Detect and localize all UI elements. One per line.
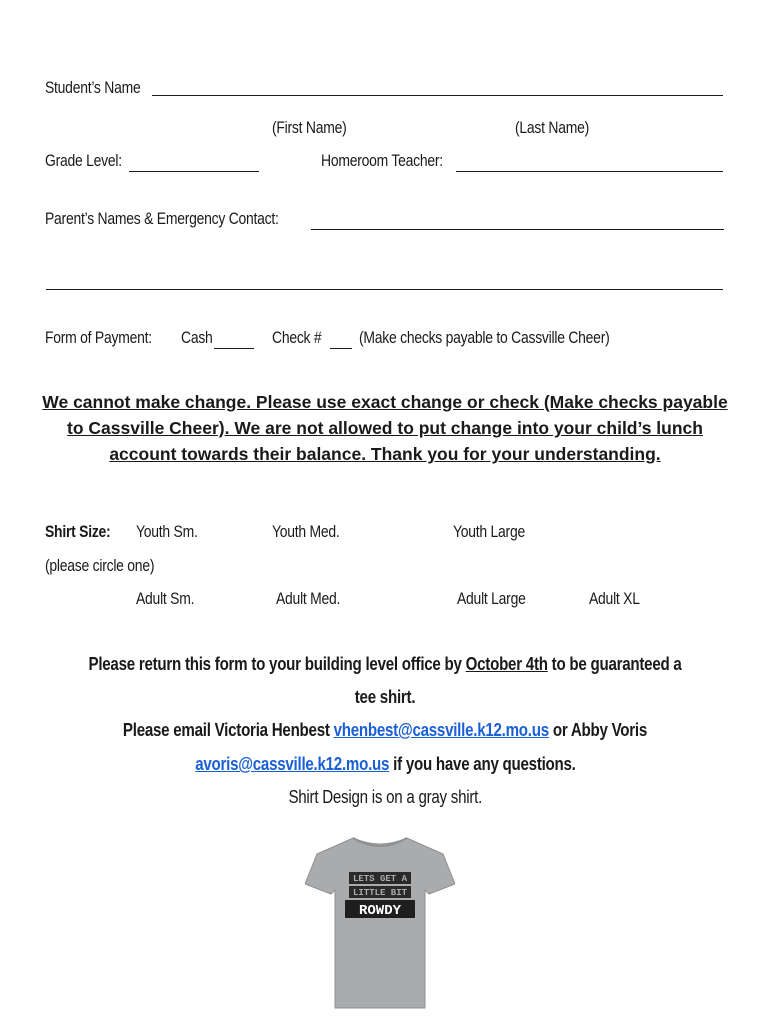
size-option-youth-large[interactable]: Youth Large (453, 522, 525, 541)
parent-contact-field[interactable] (311, 215, 724, 230)
size-option-adult-xl[interactable]: Adult XL (589, 589, 640, 608)
shirt-graphic-line2: LITTLE BIT (352, 888, 408, 898)
payment-label: Form of Payment: (45, 328, 152, 347)
size-option-adult-med[interactable]: Adult Med. (276, 589, 341, 608)
student-name-row (45, 78, 165, 98)
shirt-graphic (345, 872, 415, 919)
return-date: October 4th (465, 654, 548, 674)
cash-field[interactable] (214, 334, 254, 349)
student-name-field[interactable] (152, 81, 723, 96)
first-name-caption: (First Name) (272, 118, 347, 137)
tshirt-icon (305, 832, 455, 1012)
email-link-henbest[interactable]: vhenbest@cassville.k12.mo.us (333, 720, 549, 740)
grade-level-field[interactable] (129, 157, 259, 172)
last-name-caption: (Last Name) (515, 118, 589, 137)
cash-label: Cash (181, 328, 213, 347)
homeroom-label: Homeroom Teacher: (321, 151, 443, 170)
shirt-size-heading: Shirt Size: (45, 522, 111, 541)
check-label: Check # (272, 328, 322, 347)
email-line2: avoris@cassville.k12.mo.us if you have any questions. (194, 754, 576, 774)
design-note: Shirt Design is on a gray shirt. (288, 787, 482, 807)
change-notice: We cannot make change. Please use exact change or check (Make checks payable to Cassville Cheer). We are not allowed to put change into your child’s lunch account towards their balance. Thank you for your understanding. (42, 392, 728, 464)
parent-contact-field-line2[interactable] (46, 275, 723, 290)
shirt-graphic-line3: ROWDY (358, 903, 402, 919)
return-instruction-line1: Please return this form to your building level office by October 4th to be guaranteed a (88, 654, 682, 674)
shirt-image (305, 832, 455, 1012)
size-option-adult-sm[interactable]: Adult Sm. (136, 589, 195, 608)
student-name-label: Student’s Name (45, 78, 141, 97)
check-note: (Make checks payable to Cassville Cheer) (359, 328, 610, 347)
homeroom-field[interactable] (456, 157, 723, 172)
size-option-youth-sm[interactable]: Youth Sm. (136, 522, 198, 541)
email-link-voris[interactable]: avoris@cassville.k12.mo.us (194, 754, 389, 774)
circle-one-instruction: (please circle one) (45, 556, 155, 575)
shirt-graphic-line1: LETS GET A (352, 874, 408, 884)
parent-contact-label: Parent’s Names & Emergency Contact: (45, 209, 279, 228)
size-option-youth-med[interactable]: Youth Med. (272, 522, 340, 541)
grade-level-label: Grade Level: (45, 151, 122, 170)
size-option-adult-large[interactable]: Adult Large (457, 589, 526, 608)
email-line1: Please email Victoria Henbest vhenbest@cassville.k12.mo.us or Abby Voris (122, 720, 648, 740)
return-instruction-line2: tee shirt. (354, 687, 416, 707)
check-number-field[interactable] (330, 334, 352, 349)
